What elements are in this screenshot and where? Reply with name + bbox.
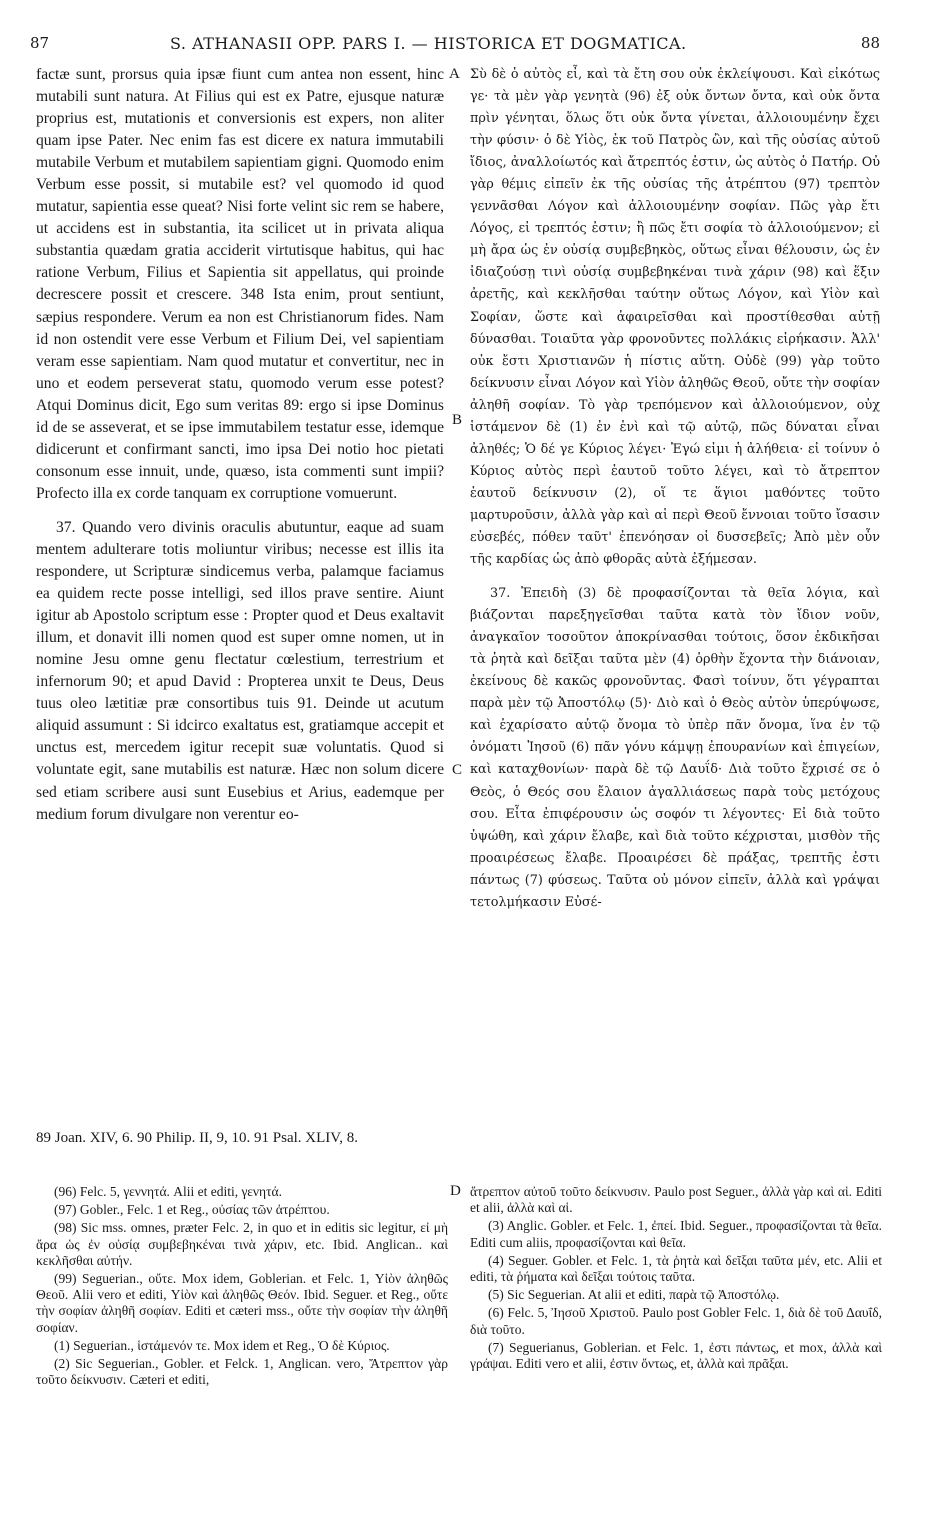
note: (96) Felc. 5, γεννητά. Alii et editi, γενητά. (54, 1184, 282, 1199)
note: (1) Seguerian., ἱστάμενόν τε. Mox idem et Reg., Ὁ δὲ Κύριος. (54, 1337, 390, 1353)
margin-letter-c: C (452, 762, 463, 778)
note: (5) Sic Seguerian. At alii et editi, παρὰ τῷ Ἀποστόλῳ. (488, 1287, 780, 1303)
note: (97) Gobler., Felc. 1 et Reg., οὐσίας τῶν ἀτρέπτου. (54, 1202, 330, 1218)
critical-notes-right (470, 1184, 882, 1374)
note: (99) Seguerian., οὔτε. Mox idem, Goblerian. et Felc. 1, Υἱὸν ἀληθῶς Θεοῦ. Alii vero et editi, Υἱὸν καὶ ἀληθῶς Θεόν. Ibid. Seguer. et Reg., οὔτε τὴν σοφίαν ἀληθῆ σοφίαν. Editi et cæteri mss., οὔτε τὴν σοφίαν τὴν ἀληθῆ σοφίαν. (36, 1271, 448, 1335)
page-number-right: 88 (860, 34, 880, 52)
page-number-left: 87 (30, 34, 50, 52)
note: (2) Sic Seguerian., Gobler. et Felck. 1, Anglican. vero, Ἄτρεπτον γὰρ τοῦτο δείκνυσιν. Cæteri et editi, (36, 1356, 448, 1388)
running-title: S. ATHANASII OPP. PARS I. — HISTORICA ET DOGMATICA. (170, 34, 687, 53)
note: (6) Felc. 5, Ἰησοῦ Χριστοῦ. Paulo post Gobler Felc. 1, διὰ δὲ τοῦ Δαυΐδ, διὰ τοῦτο. (470, 1305, 882, 1337)
note: (3) Anglic. Gobler. et Felc. 1, ἐπεί. Ibid. Seguer., προφασίζονται τὰ θεῖα. Editi cum aliis, προφασίζονται καὶ θεῖα. (470, 1218, 882, 1250)
greek-paragraph: Σὺ δὲ ὁ αὐτὸς εἶ, καὶ τὰ ἔτη σου οὐκ ἐκλείψουσι. Καὶ εἰκότως γε· τὰ μὲν γὰρ γενητὰ (96) ἐξ οὐκ ὄντων ὄντα, καὶ οὐκ ὄντα πρὶν γένηται, ὅλως ὅτι οὐκ ὄντα γίνεται, ἀλλοιουμένην ἔχει τὴν φύσιν· ὁ δὲ Υἱὸς, ἐκ τοῦ Πατρὸς ὢν, καὶ τῆς οὐσίας αὐτοῦ ἴδιος, ἀναλλοίωτός καὶ ἄτρεπτός ἐστιν, ὡς αὐτὸς ὁ Πατήρ. Οὐ γὰρ θέμις εἰπεῖν ἐκ τῆς οὐσίας τῆς ἀτρέπτου (97) τρεπτὸν γεννᾶσθαι Λόγον καὶ ἀλλοιουμένην σοφίαν. Πῶς γὰρ ἔτι Λόγος, εἰ τρεπτός ἐστιν; ἢ πῶς ἔτι σοφία τὸ ἀλλοιούμενον; εἰ μὴ ἄρα ὡς ἐν οὐσίᾳ συμβεβηκὸς, οὕτως εἶναι θέλουσιν, ὡς ἐν ἰδιαζούσῃ τινὶ οὐσίᾳ συμβεβηκέναι τινὰ χάριν (98) καὶ ἕξιν ἀρετῆς, καὶ κεκλῆσθαι ταύτην οὕτως Λόγον, καὶ Υἱὸν καὶ Σοφίαν, ὥστε καὶ ἀφαιρεῖσθαι καὶ προστίθεσθαι αὐτῇ δύνασθαι. Τοιαῦτα γὰρ φρονοῦντες πολλάκις εἰρήκασιν. Ἀλλ' οὐκ ἔστι Χριστιανῶν ἡ πίστις αὕτη. Οὐδὲ (99) γὰρ τοῦτο δείκνυσιν εἶναι Λόγον καὶ Υἱὸν ἀληθῶς Θεοῦ, οὔτε τὴν σοφίαν ἀληθῆ σοφίαν. Τὸ γὰρ τρεπόμενον καὶ ἀλλοιούμενον, οὐχ ἱστάμενον δὲ (1) ἐν ἑνὶ καὶ τῷ αὐτῷ, πῶς δύναται εἶναι ἀληθές; Ὁ δέ γε Κύριος λέγει· Ἐγώ εἰμι ἡ ἀλήθεια· εἰ τοίνυν ὁ Κύριος αὐτὸς περὶ ἑαυτοῦ τοῦτο λέγει, καὶ τὸ ἄτρεπτον ἑαυτοῦ δείκνυσιν (2), οἵ τε ἅγιοι μαθόντες τοῦτο μαρτυροῦσιν, ἀλλὰ γὰρ καὶ αἱ περὶ Θεοῦ ἔννοιαι τοῦτο ἴσασιν εὐσεβές, πόθεν ταῦτ' ἐπενόησαν οἱ δυσσεβεῖς; Ἀπὸ μὲν οὖν τῆς καρδίας ὡς ἀπὸ φθορᾶς αὐτὰ ἐξήμεσαν. (470, 67, 880, 568)
latin-column (36, 64, 444, 826)
note: (7) Seguerianus, Goblerian. et Felc. 1, ἐστι πάντως, et mox, ἀλλὰ καὶ γράψαι. Editi vero et alii, ἐστιν ὄντως, et, ἀλλὰ καὶ πρᾶξαι. (470, 1339, 882, 1372)
latin-paragraph: 37. Quando vero divinis oraculis abutuntur, eaque ad suam mentem adulterare totis moliuntur viribus; necesse est illis ita respondere, ut Scripturæ sindicemus verba, palamque faciamus ea quidem recte posse intelligi, sed illos prave sentire. Aiunt igitur ab Apostolo scriptum esse : Propter quod et Deus exaltavit illum, et donavit illi nomen quod est super omne nomen, ut in nomine Jesu omne genu flectatur cœlestium, terrestrium et infernorum 90; et apud David : Propterea unxit te Deus, Deus tuus oleo lætitiæ præ consortibus tuis 91. Deinde ut acutum aliquid assumunt : Si idcirco exaltatus est, gratiamque accepit et unctus est, mercedem igitur recepit suæ voluntatis. Quod si voluntate egit, sane mutabilis est naturæ. Hæc non solum dicere sed etiam scribere ausi sunt Eusebius et Arius, eademque per medium forum divulgare non verentur eo- (36, 518, 444, 823)
note: ἄτρεπτον αὐτοῦ τοῦτο δείκνυσιν. Paulo post Seguer., ἀλλὰ γὰρ καὶ αἱ. Editi et alii, ἀλλὰ καὶ αἱ. (470, 1184, 882, 1216)
greek-column (470, 64, 880, 914)
critical-notes-left (36, 1184, 448, 1390)
latin-paragraph: factæ sunt, prorsus quia ipsæ fiunt cum antea non essent, hinc mutabili sunt natura. At Filius qui est ex Patre, ejusque naturæ proprius est, mutationis et conversionis est expers, non aliter quam ipse Pater. Nec enim fas est dicere ex natura immutabili mutabile Verbum et mutabilem sapientiam gigni. Quomodo enim Verbum esse possit, si mutabile est? vel quomodo id quod mutatur, sapientia esse queat? Nisi forte velint sic rem se habere, ut accidens est in substantia, ita scilicet ut in privata aliqua substantia quædam gratia acciderit virtutisque habitus, qui hac ratione Verbum, Filius et Sapientia sit appellatus, qui proinde decrescere possit et crescere. 348 Ista enim, prout sentiunt, sæpius respondere. Verum ea non est Christianorum fides. Nam id non ostendit vere esse Verbum et Filium Dei, vel sapientiam veram esse sapientiam. Nam quod mutatur et convertitur, nec in uno et eodem perseverat statu, quomodo verum esse potest? Atqui Dominus dicit, Ego sum veritas 89: ergo si ipse Dominus id de se asseverat, et se ipse immutabilem testatur esse, idemque didicerunt et confirmant sancti, imo ipsa Dei notio hoc pietati consonum esse innuit, unde, quæso, ista commenti sunt impii? Profecto illa ex corde tanquam ex corruptione vomuerunt. (36, 66, 444, 502)
scripture-footnotes: 89 Joan. XIV, 6. 90 Philip. II, 9, 10. 91 Psal. XLIV, 8. (36, 1130, 358, 1146)
greek-paragraph: 37. Ἐπειδὴ (3) δὲ προφασίζονται τὰ θεῖα λόγια, καὶ βιάζονται παρεξηγεῖσθαι ταῦτα κατὰ τὸν ἴδιον νοῦν, ἀναγκαῖον τοσοῦτον ἀποκρίνασθαι τούτοις, ὅσον ἐκδικῆσαι τὰ ῥητὰ καὶ δεῖξαι ταῦτα μὲν (4) ὀρθὴν ἔχοντα τὴν διάνοιαν, ἐκείνους δὲ κακῶς φρονοῦντας. Φασὶ τοίνυν, ὅτι γέγραπται παρὰ μὲν τῷ Ἀποστόλῳ (5)· Διὸ καὶ ὁ Θεὸς αὐτὸν ὑπερύψωσε, καὶ ἐχαρίσατο αὐτῷ ὄνομα τὸ ὑπὲρ πᾶν ὄνομα, ἵνα ἐν τῷ ὀνόματι Ἰησοῦ (6) πᾶν γόνυ κάμψῃ ἐπουρανίων καὶ ἐπιγείων, καὶ καταχθονίων· παρὰ δὲ τῷ Δαυΐδ· Διὰ τοῦτο ἔχρισέ σε ὁ Θεὸς, ὁ Θεός σου ἔλαιον ἀγαλλιάσεως παρὰ τοὺς μετόχους σου. Εἶτα ἐπιφέρουσιν ὡς σοφόν τι λέγοντες· Εἰ διὰ τοῦτο ὑψώθη, καὶ χάριν ἔλαβε, καὶ διὰ τοῦτο κέχρισται, μισθὸν τῆς προαιρέσεως ἔλαβε. Προαιρέσει δὲ πράξας, τρεπτῆς ἐστι πάντως (7) φύσεως. Ταῦτα οὐ μόνον εἰπεῖν, ἀλλὰ καὶ γράψαι τετολμήκασιν Εὐσέ- (470, 586, 880, 910)
margin-letter-d: D (450, 1183, 461, 1199)
running-header (30, 34, 880, 58)
margin-letter-a: A (449, 66, 460, 82)
note: (4) Seguer. Gobler. et Felc. 1, τὰ ῥητὰ καὶ δεῖξαι ταῦτα μέν, etc. Alii et editi, τὰ ῥήματα καὶ δεῖξαι τούτοις ταῦτα. (470, 1252, 882, 1285)
note: (98) Sic mss. omnes, præter Felc. 2, in quo et in editis sic legitur, εἰ μὴ ἄρα ὡς ἐν οὐσίᾳ συμβεβηκέναι τινὰ χάριν, etc. Ibid. Anglican.. καὶ κεκλῆσθαι αὐτήν. (36, 1220, 448, 1268)
margin-letter-b: B (452, 412, 463, 428)
